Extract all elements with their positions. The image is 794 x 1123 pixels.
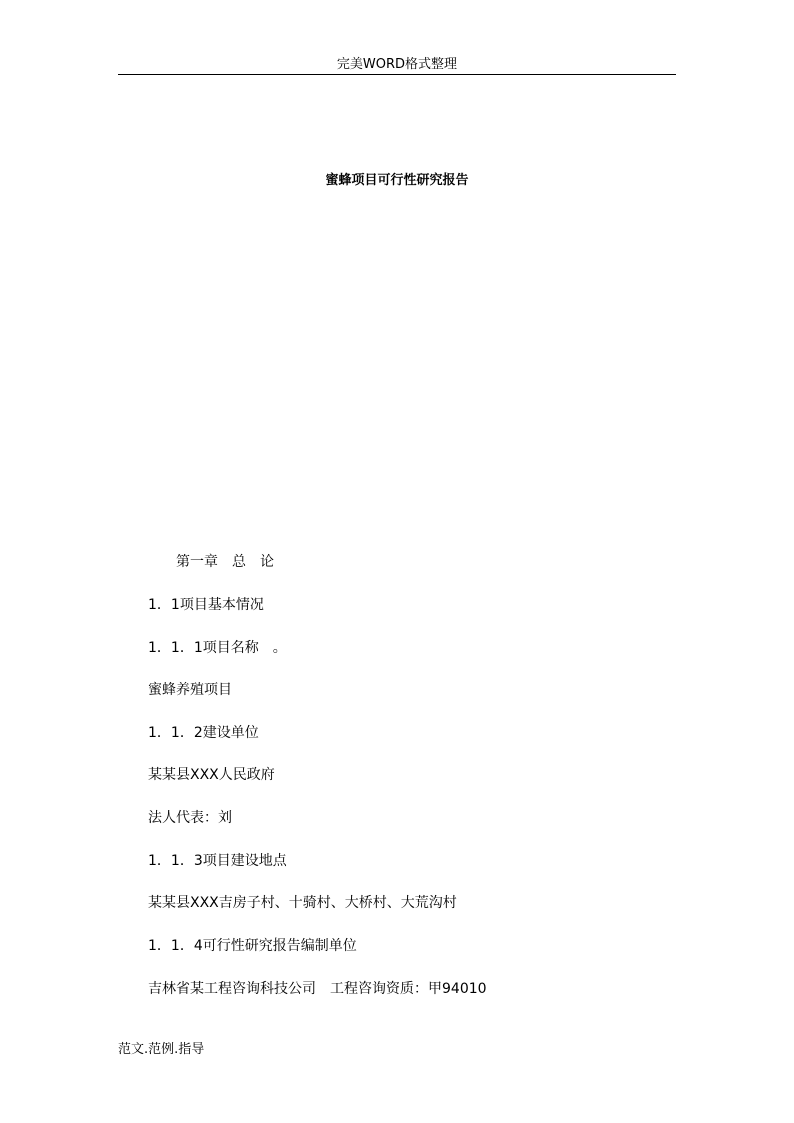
paragraph: 法人代表：刘 xyxy=(148,810,232,826)
header-divider xyxy=(118,74,676,75)
subsection-heading: 1．1．2建设单位 xyxy=(148,725,259,741)
section-heading: 1．1项目基本情况 xyxy=(148,597,264,613)
subsection-heading: 1．1．4可行性研究报告编制单位 xyxy=(148,938,357,954)
document-title: 蜜蜂项目可行性研究报告 xyxy=(325,173,469,188)
paragraph: 某某县XXX吉房子村、十骑村、大桥村、大荒沟村 xyxy=(148,895,457,911)
subsection-heading: 1．1．1项目名称 。 xyxy=(148,640,287,656)
page-footer: 范文.范例.指导 xyxy=(118,1042,205,1057)
chapter-heading: 第一章 总 论 xyxy=(176,554,274,570)
paragraph: 吉林省某工程咨询科技公司 工程咨询资质：甲94010 xyxy=(148,981,487,997)
paragraph: 某某县XXX人民政府 xyxy=(148,767,275,783)
subsection-heading: 1．1．3项目建设地点 xyxy=(148,853,287,869)
paragraph: 蜜蜂养殖项目 xyxy=(148,682,232,698)
page-header: 完美WORD格式整理 xyxy=(336,57,458,72)
